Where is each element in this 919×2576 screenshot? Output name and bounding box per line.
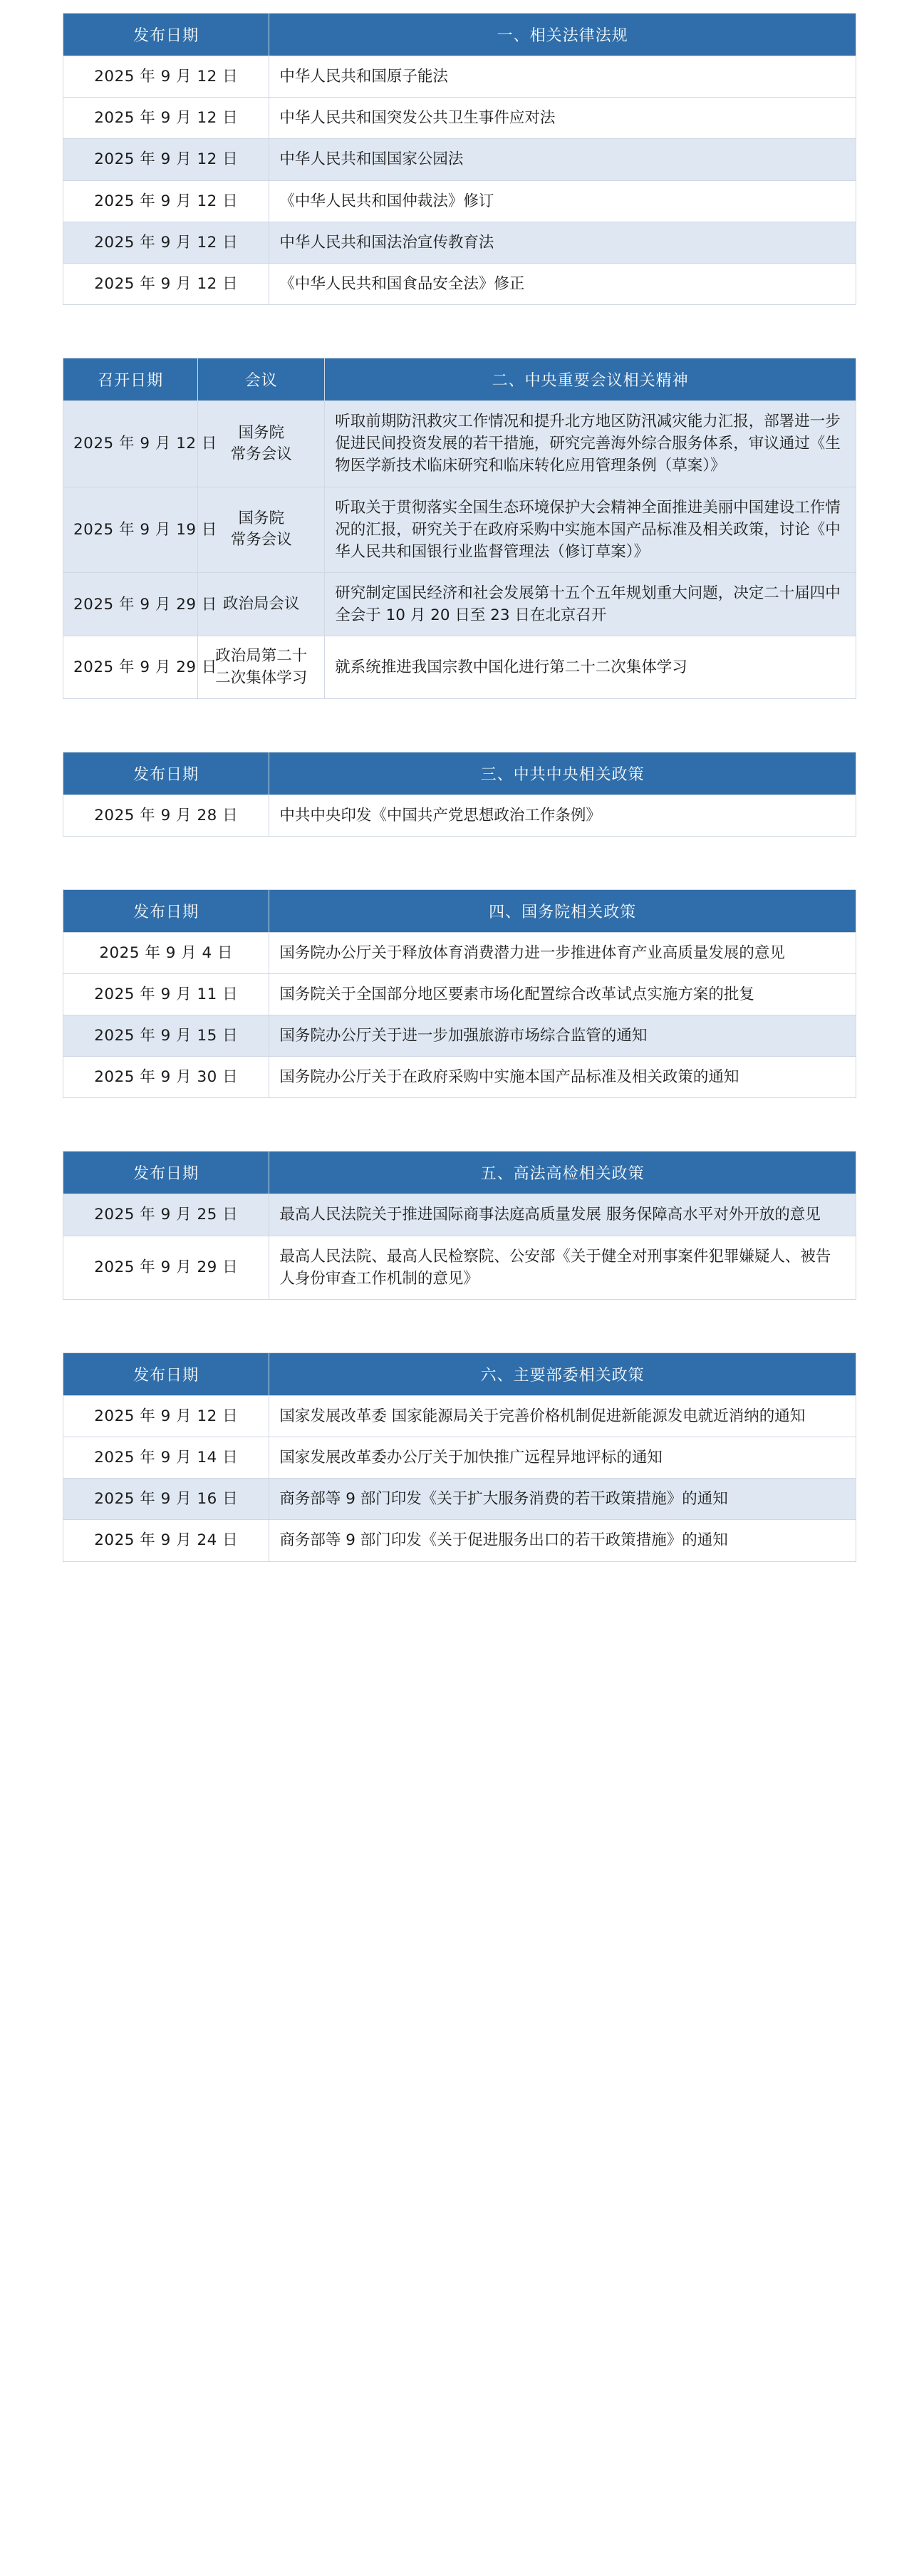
cell-content: 国家发展改革委 国家能源局关于完善价格机制促进新能源发电就近消纳的通知	[269, 1395, 856, 1437]
meetings-table	[63, 358, 856, 699]
cell-content: 研究制定国民经济和社会发展第十五个五年规划重大问题，决定二十届四中全会于 10 月 20 日至 23 日在北京召开	[325, 573, 856, 636]
column-header-date: 召开日期	[63, 358, 198, 401]
column-header-meeting: 会议	[198, 358, 325, 401]
cell-date: 2025 年 9 月 12 日	[63, 139, 269, 180]
cell-content: 中华人民共和国突发公共卫生事件应对法	[269, 98, 856, 139]
cell-meeting: 国务院 常务会议	[198, 401, 325, 487]
table-row	[63, 932, 856, 973]
cell-content: 中共中央印发《中国共产党思想政治工作条例》	[269, 795, 856, 836]
cell-date: 2025 年 9 月 24 日	[63, 1520, 269, 1561]
table-row	[63, 573, 856, 636]
cell-date: 2025 年 9 月 14 日	[63, 1437, 269, 1479]
cell-date: 2025 年 9 月 12 日	[63, 401, 198, 487]
table-row	[63, 98, 856, 139]
table-header-row	[63, 358, 856, 401]
table-row	[63, 263, 856, 304]
cpc-table	[63, 752, 856, 837]
cell-content: 国务院办公厅关于在政府采购中实施本国产品标准及相关政策的通知	[269, 1057, 856, 1098]
column-header-date: 发布日期	[63, 889, 269, 932]
cell-content: 听取前期防汛救灾工作情况和提升北方地区防汛减灾能力汇报，部署进一步促进民间投资发展的若干措施，研究完善海外综合服务体系，审议通过《生物医学新技术临床研究和临床转化应用管理条例（草案）》	[325, 401, 856, 487]
courts-table	[63, 1151, 856, 1300]
section-meetings	[63, 358, 856, 699]
column-header-title: 二、中央重要会议相关精神	[325, 358, 856, 401]
cell-content: 国务院办公厅关于进一步加强旅游市场综合监管的通知	[269, 1015, 856, 1057]
cell-meeting: 政治局第二十二次集体学习	[198, 636, 325, 698]
cell-content: 《中华人民共和国食品安全法》修正	[269, 263, 856, 304]
section-cpc	[63, 752, 856, 837]
section-courts	[63, 1151, 856, 1300]
table-row	[63, 401, 856, 487]
table-header-row	[63, 752, 856, 795]
cell-date: 2025 年 9 月 4 日	[63, 932, 269, 973]
cell-content: 中华人民共和国法治宣传教育法	[269, 222, 856, 263]
table-row	[63, 1015, 856, 1057]
table-row	[63, 1437, 856, 1479]
table-row	[63, 1520, 856, 1561]
cell-date: 2025 年 9 月 12 日	[63, 180, 269, 222]
cell-meeting: 政治局会议	[198, 573, 325, 636]
cell-date: 2025 年 9 月 19 日	[63, 487, 198, 573]
cell-content: 最高人民法院、最高人民检察院、公安部《关于健全对刑事案件犯罪嫌疑人、被告人身份审查工作机制的意见》	[269, 1236, 856, 1299]
section-ministries	[63, 1352, 856, 1562]
column-header-date: 发布日期	[63, 1152, 269, 1194]
column-header-title: 四、国务院相关政策	[269, 889, 856, 932]
table-row	[63, 795, 856, 836]
table-header-row	[63, 1152, 856, 1194]
column-header-date: 发布日期	[63, 14, 269, 56]
cell-content: 商务部等 9 部门印发《关于扩大服务消费的若干政策措施》的通知	[269, 1479, 856, 1520]
cell-content: 中华人民共和国国家公园法	[269, 139, 856, 180]
laws-table	[63, 13, 856, 305]
cell-date: 2025 年 9 月 29 日	[63, 573, 198, 636]
table-row	[63, 973, 856, 1015]
cell-content: 《中华人民共和国仲裁法》修订	[269, 180, 856, 222]
cell-content: 商务部等 9 部门印发《关于促进服务出口的若干政策措施》的通知	[269, 1520, 856, 1561]
cell-date: 2025 年 9 月 29 日	[63, 636, 198, 698]
table-row	[63, 1057, 856, 1098]
table-row	[63, 1479, 856, 1520]
cell-date: 2025 年 9 月 12 日	[63, 1395, 269, 1437]
column-header-title: 一、相关法律法规	[269, 14, 856, 56]
cell-date: 2025 年 9 月 12 日	[63, 222, 269, 263]
cell-content: 最高人民法院关于推进国际商事法庭高质量发展 服务保障高水平对外开放的意见	[269, 1194, 856, 1236]
cell-date: 2025 年 9 月 16 日	[63, 1479, 269, 1520]
section-state-council	[63, 889, 856, 1099]
cell-content: 国务院办公厅关于释放体育消费潜力进一步推进体育产业高质量发展的意见	[269, 932, 856, 973]
table-row	[63, 1236, 856, 1299]
table-header-row	[63, 889, 856, 932]
column-header-date: 发布日期	[63, 1352, 269, 1395]
cell-date: 2025 年 9 月 29 日	[63, 1236, 269, 1299]
cell-date: 2025 年 9 月 30 日	[63, 1057, 269, 1098]
column-header-title: 五、高法高检相关政策	[269, 1152, 856, 1194]
cell-content: 国家发展改革委办公厅关于加快推广远程异地评标的通知	[269, 1437, 856, 1479]
cell-meeting: 国务院 常务会议	[198, 487, 325, 573]
table-row	[63, 636, 856, 698]
cell-content: 国务院关于全国部分地区要素市场化配置综合改革试点实施方案的批复	[269, 973, 856, 1015]
table-row	[63, 1194, 856, 1236]
cell-date: 2025 年 9 月 11 日	[63, 973, 269, 1015]
table-row	[63, 139, 856, 180]
cell-content: 听取关于贯彻落实全国生态环境保护大会精神全面推进美丽中国建设工作情况的汇报，研究关于在政府采购中实施本国产品标准及相关政策，讨论《中华人民共和国银行业监督管理法（修订草案）》	[325, 487, 856, 573]
cell-date: 2025 年 9 月 12 日	[63, 56, 269, 98]
table-header-row	[63, 1352, 856, 1395]
table-row	[63, 1395, 856, 1437]
table-header-row	[63, 14, 856, 56]
cell-content: 就系统推进我国宗教中国化进行第二十二次集体学习	[325, 636, 856, 698]
cell-date: 2025 年 9 月 12 日	[63, 263, 269, 304]
table-row	[63, 180, 856, 222]
cell-content: 中华人民共和国原子能法	[269, 56, 856, 98]
table-row	[63, 487, 856, 573]
cell-date: 2025 年 9 月 28 日	[63, 795, 269, 836]
column-header-title: 三、中共中央相关政策	[269, 752, 856, 795]
cell-date: 2025 年 9 月 12 日	[63, 98, 269, 139]
table-row	[63, 56, 856, 98]
state-council-table	[63, 889, 856, 1099]
table-row	[63, 222, 856, 263]
cell-date: 2025 年 9 月 25 日	[63, 1194, 269, 1236]
cell-date: 2025 年 9 月 15 日	[63, 1015, 269, 1057]
column-header-title: 六、主要部委相关政策	[269, 1352, 856, 1395]
column-header-date: 发布日期	[63, 752, 269, 795]
section-laws	[63, 13, 856, 305]
ministries-table	[63, 1352, 856, 1562]
